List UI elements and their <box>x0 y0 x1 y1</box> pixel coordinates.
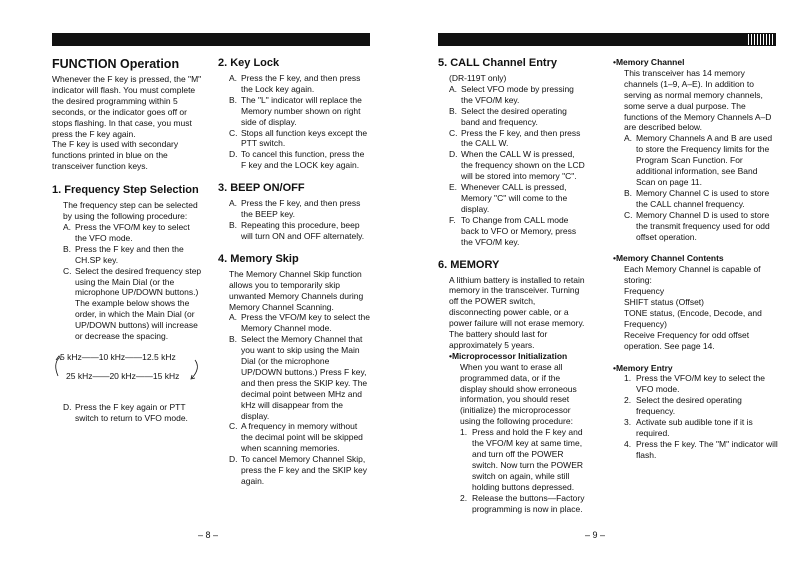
column-4 <box>613 57 778 472</box>
memory-channel-text: This transceiver has 14 memory channels (1–9, A–E). In addition to serving as normal memory channels, some serve a dual purpose. The functions of the Memory Channels A–D are described below. <box>624 67 772 133</box>
list-item: 3. Activate sub audible tone if it is required. <box>624 417 753 438</box>
memory-entry-title: •Memory Entry <box>613 362 673 373</box>
memory-intro: A lithium battery is installed to retain memory in the transceiver. Turning off the POWER switch, disconnecting power cable, or a power failure will not erase memory. The battery should last for approximately 5 years. <box>449 274 585 350</box>
key-lock-list <box>218 73 370 171</box>
list-item: A. Press the F key, and then press the BEEP key. <box>229 198 361 220</box>
init-title: •Microprocessor Initialization <box>449 350 568 361</box>
list-item: D. To cancel Memory Channel Skip, press the F key and the SKIP key again. <box>229 454 367 486</box>
page-number-left: – 8 – <box>198 530 219 540</box>
list-item: A. Press the F key, and then press the Lock key again. <box>229 73 361 94</box>
function-operation-section <box>52 57 202 172</box>
memory-channel-section <box>613 57 778 242</box>
beep-list <box>218 198 370 242</box>
memory-channel-title: •Memory Channel <box>613 57 685 67</box>
list-item: A. Press the VFO/M key to select the VFO mode. <box>63 221 190 243</box>
function-operation-title: FUNCTION Operation <box>52 57 180 71</box>
contents-line: Each Memory Channel is capable of storing: <box>624 264 761 286</box>
list-item: B. Memory Channel C is used to store the CALL channel frequency. <box>624 187 770 209</box>
list-item: B. Select the Memory Channel that you want to skip using the Main Dial (or the microphone UP/DOWN buttons.) Press F key, and then press the SKIP key. The decimal point between MHz and kHz will disappear from the display. <box>229 334 368 421</box>
frequency-step-section <box>52 184 202 424</box>
frequency-step-list <box>52 222 202 342</box>
list-item: B. The "L" indicator will replace the Memory number shown on right side of display. <box>229 94 362 127</box>
list-item: D. Press the F key again or PTT switch to return to VFO mode. <box>63 401 188 423</box>
memory-skip-section <box>218 253 370 487</box>
list-item: A. Select VFO mode by pressing the VFO/M key. <box>449 83 574 105</box>
memory-entry-section <box>613 363 778 461</box>
list-item: 1. Press the VFO/M key to select the VFO mode. <box>624 373 765 395</box>
list-item: A. Memory Channels A and B are used to store the Frequency limits for the Program Scan Function. For additional information, see Band Scan on page 11. <box>624 133 773 187</box>
contents-line: Frequency <box>624 286 665 297</box>
list-item: C. Select the desired frequency step using the Main Dial (or the microphone UP/DOWN buttons.) The example below shows the order, in which the Main Dial (or UP/DOWN buttons) will increase or decrease the spacing. <box>63 265 202 342</box>
cycle-line-1: 5 kHz——10 kHz——12.5 kHz <box>60 351 176 362</box>
memory-entry-list <box>613 373 778 460</box>
list-item: D. When the CALL W is pressed, the frequency shown on the LCD will be stored into memory "C". <box>449 149 585 182</box>
memory-skip-title: 4. Memory Skip <box>218 252 299 265</box>
contents-line: TONE status, (Encode, Decode, and Frequency) <box>624 307 762 329</box>
memory-contents-title: •Memory Channel Contents <box>613 253 724 264</box>
memory-section <box>438 259 588 515</box>
page-number-right: – 9 – <box>585 530 606 540</box>
key-lock-title: 2. Key Lock <box>218 57 280 69</box>
memory-contents-lines <box>613 264 778 351</box>
call-channel-title: 5. CALL Channel Entry <box>438 57 557 69</box>
list-item: C. Stops all function keys except the PTT switch. <box>229 127 368 149</box>
contents-line: Receive Frequency for odd offset operation. See page 14. <box>624 329 750 351</box>
column-3 <box>438 57 588 525</box>
cycle-line-2: 25 kHz——20 kHz——15 kHz <box>66 370 180 381</box>
memory-channel-list <box>613 133 778 242</box>
list-item: 4. Press the F key. The "M" indicator will flash. <box>624 438 778 460</box>
init-text: When you want to erase all programmed data, or if the display should show erroneous information, you should reset (initialize) the microprocessor using the following procedure: <box>460 361 577 427</box>
call-channel-section <box>438 57 588 248</box>
header-bar-left <box>52 33 370 46</box>
list-item: 1. Press and hold the F key and the VFO/M key at same time, and turn off the POWER switch. Now turn the POWER switch on again, while still holding buttons depressed. <box>460 427 584 492</box>
header-bar-right <box>438 33 776 46</box>
call-channel-subtitle: (DR-119T only) <box>449 73 507 83</box>
list-item: A. Press the VFO/M key to select the Memory Channel mode. <box>229 312 370 334</box>
list-item: 2. Release the buttons—Factory programming is now in place. <box>460 492 585 514</box>
memory-title: 6. MEMORY <box>438 258 500 271</box>
column-1 <box>52 57 202 435</box>
list-item: B. Press the F key and then the CH.SP key. <box>63 243 184 265</box>
list-item: D. To cancel this function, press the F key and the LOCK key again. <box>229 149 365 171</box>
beep-title: 3. BEEP ON/OFF <box>218 182 305 195</box>
function-operation-p1: Whenever the F key is pressed, the "M" indicator will flash. You must complete the desired programming within 5 seconds, or the indicator goes off or stops flashing. In that case, you must press the F key again. <box>52 74 202 139</box>
list-item: C. Press the F key, and then press the CALL W. <box>449 127 581 149</box>
list-item: 2. Select the desired operating frequency. <box>624 395 742 417</box>
list-item: B. Repeating this procedure, beep will turn ON and OFF alternately. <box>229 219 365 241</box>
memory-contents-section <box>613 253 778 351</box>
function-operation-p2: The F key is used with secondary functions printed in blue on the transceiver function keys. <box>52 139 179 172</box>
list-item: C. A frequency in memory without the decimal point will be skipped when scanning memories. <box>229 421 363 454</box>
list-item: F. To Change from CALL mode back to VFO or Memory, press the VFO/M key. <box>449 214 577 247</box>
step-cycle-diagram <box>52 350 202 390</box>
init-subsection <box>438 351 588 515</box>
contents-line: SHIFT status (Offset) <box>624 297 704 308</box>
page-edge-marker <box>748 34 774 45</box>
beep-section <box>218 182 370 242</box>
list-item: B. Select the desired operating band and frequency. <box>449 105 567 127</box>
memory-skip-list <box>218 312 370 487</box>
frequency-step-title: 1. Frequency Step Selection <box>52 184 199 197</box>
call-channel-list <box>438 84 588 248</box>
init-list <box>449 427 588 514</box>
column-2 <box>218 57 370 498</box>
key-lock-section <box>218 57 370 171</box>
list-item: E. Whenever CALL is pressed, Memory "C" will come to the display. <box>449 182 568 214</box>
list-item: C. Memory Channel D is used to store the transmit frequency used for odd offset operation. <box>624 209 770 242</box>
frequency-step-intro: The frequency step can be selected by using the following procedure: <box>63 200 198 222</box>
memory-skip-intro: The Memory Channel Skip function allows you to temporarily skip unwanted Memory Channels during Memory Channel Scanning. <box>229 268 364 312</box>
